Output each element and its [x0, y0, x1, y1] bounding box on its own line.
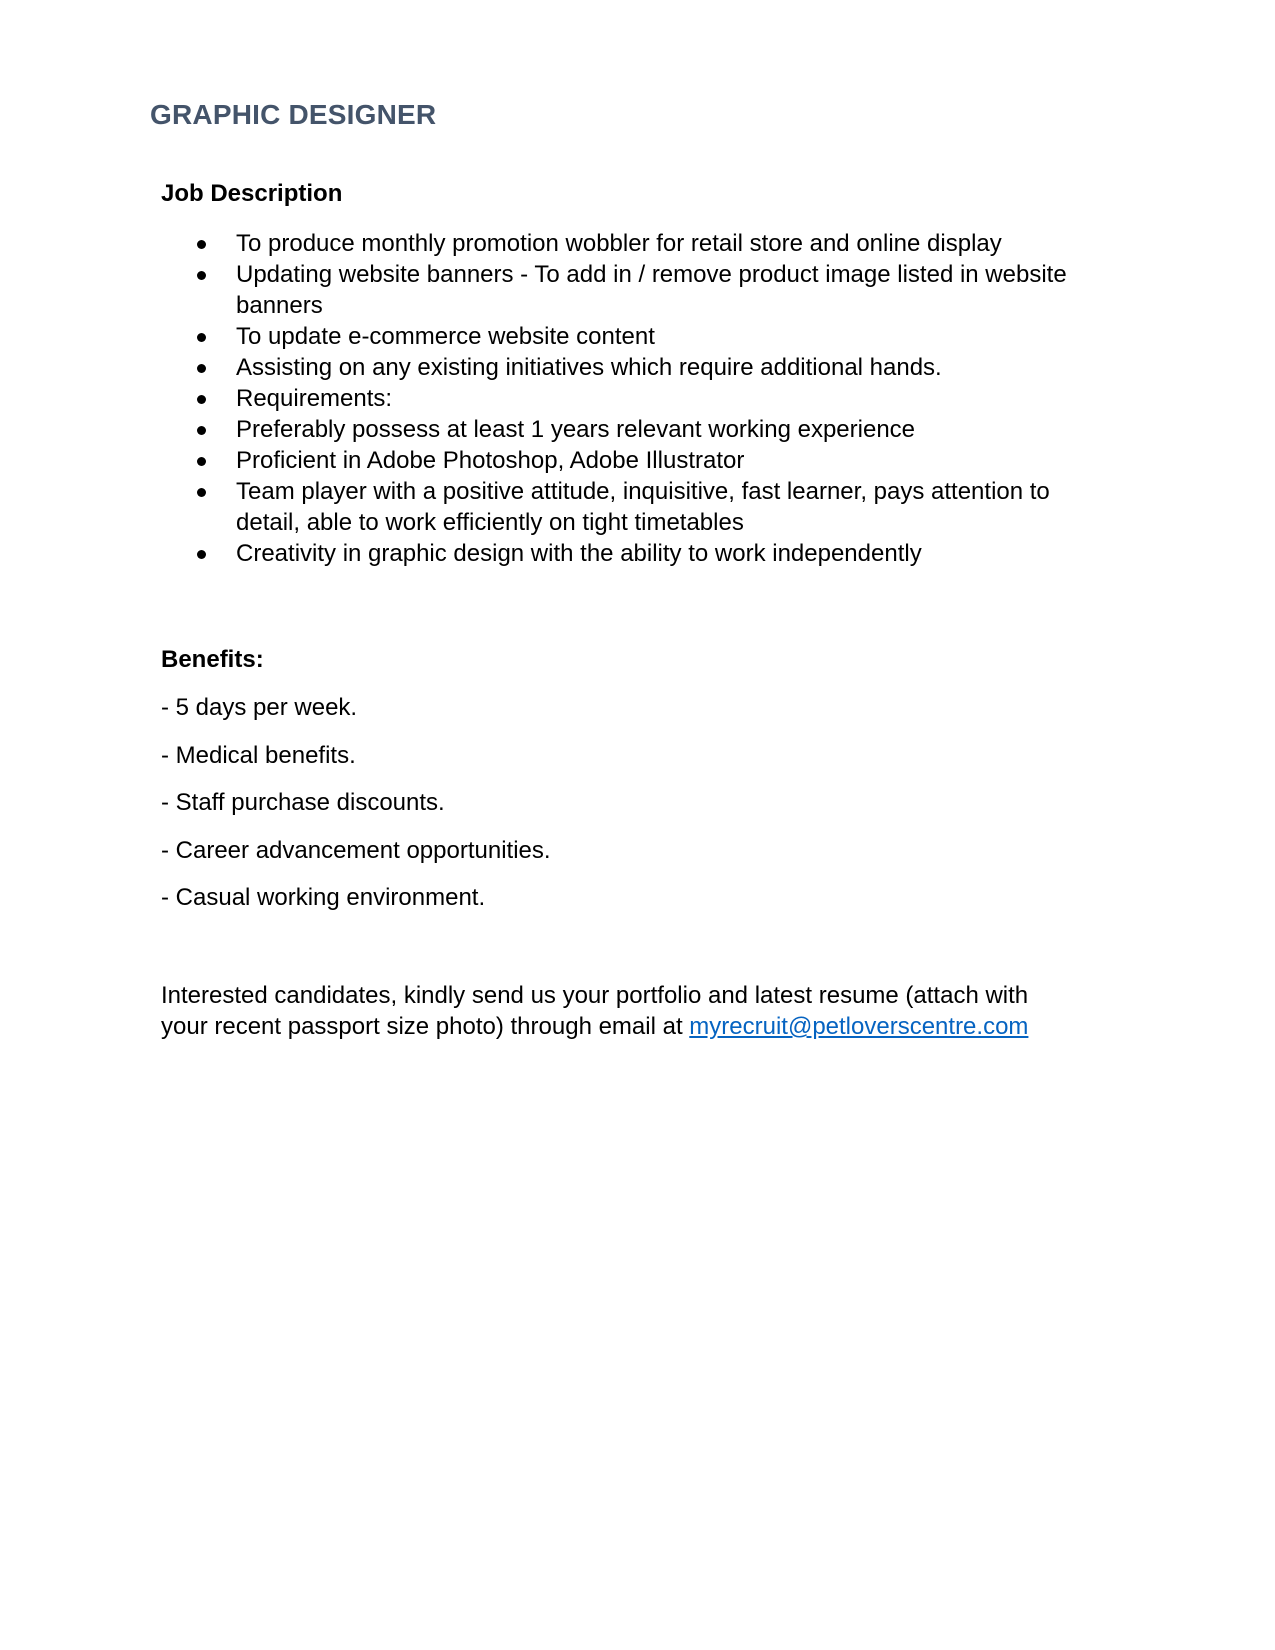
list-item	[161, 228, 1091, 259]
list-item	[161, 352, 1091, 383]
bullet-icon	[197, 550, 206, 559]
bullet-icon	[197, 488, 206, 497]
page-title: GRAPHIC DESIGNER	[150, 99, 437, 130]
list-item	[161, 538, 1091, 569]
list-item	[161, 259, 1091, 321]
benefits-list	[161, 692, 551, 930]
list-item	[161, 321, 1091, 352]
bullet-icon	[197, 240, 206, 249]
bullet-icon	[197, 333, 206, 342]
list-item: - Medical benefits.	[161, 741, 356, 769]
email-link[interactable]: myrecruit@petloverscentre.com	[689, 1013, 1029, 1040]
list-item-text: Proficient in Adobe Photoshop, Adobe Illustrator	[236, 447, 745, 474]
bullet-icon	[197, 271, 206, 280]
list-item: - Casual working environment.	[161, 884, 486, 911]
list-item: - Career advancement opportunities.	[161, 836, 551, 864]
list-item	[161, 445, 1091, 476]
list-item-text: Updating website banners - To add in / remove product image listed in website banners	[236, 261, 1067, 319]
list-item: - 5 days per week.	[161, 694, 358, 721]
list-item-text: To update e-commerce website content	[236, 323, 655, 350]
bullet-icon	[197, 457, 206, 466]
closing-paragraph	[161, 980, 1081, 1042]
list-item-text: Team player with a positive attitude, inquisitive, fast learner, pays attention to detail, able to work efficiently on tight timetables	[236, 478, 1050, 536]
job-description-list	[161, 228, 1091, 569]
list-item-text: Creativity in graphic design with the ability to work independently	[236, 540, 922, 567]
list-item	[161, 383, 1091, 414]
closing-text: Interested candidates, kindly send us your portfolio and latest resume (attach with your recent passport size photo) through email at	[161, 982, 1029, 1040]
list-item-text: Requirements:	[236, 385, 393, 412]
list-item	[161, 476, 1091, 538]
list-item	[161, 414, 1091, 445]
benefits-heading: Benefits:	[161, 646, 264, 673]
list-item-text: Preferably possess at least 1 years relevant working experience	[236, 416, 916, 443]
bullet-icon	[197, 426, 206, 435]
list-item-text: To produce monthly promotion wobbler for retail store and online display	[236, 230, 1002, 257]
list-item: - Staff purchase discounts.	[161, 789, 445, 816]
list-item-text: Assisting on any existing initiatives which require additional hands.	[236, 354, 942, 381]
bullet-icon	[197, 364, 206, 373]
bullet-icon	[197, 395, 206, 404]
job-description-heading: Job Description	[161, 180, 343, 207]
